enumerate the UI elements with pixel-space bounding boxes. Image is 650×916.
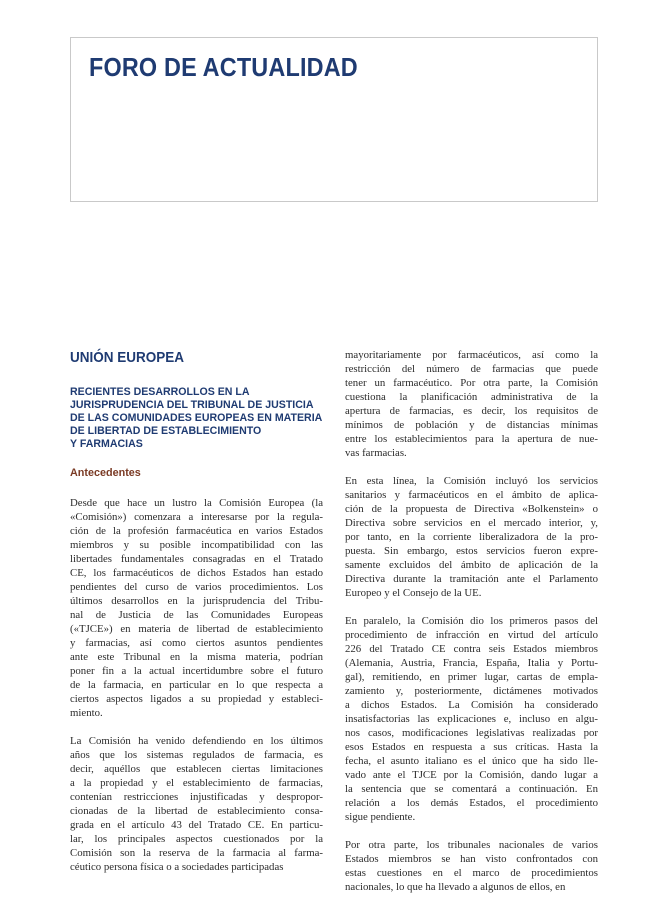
text-line: CE, los farmacéuticos de dichos Estados han estado [70,567,323,579]
text-line: por tanto, en la corriente liberalizadora de la pro- [345,531,598,543]
text-line: miento. [70,707,103,719]
text-line: fecha, el asunto italiano es el único que ha sido lle- [345,755,598,767]
text-line: lar, los principales aspectos cuestionados por la [70,833,323,845]
text-line: apertura de farmacias, es decir, los requisitos de [345,405,598,417]
text-line: puesta. Sin embargo, estos servicios fueron expre- [345,545,598,557]
text-line: ciertos aspectos ligados a su propiedad y estableci- [70,693,323,705]
body-paragraph [345,614,598,824]
article-title-line: RECIENTES DESARROLLOS EN LA [70,386,250,398]
text-line: ción de la propuesta de Directiva «Bolkenstein» o [345,503,598,515]
text-line: mayoritariamente por farmacéuticos, así como la [345,349,598,361]
text-line: 226 del Tratado CE contra seis Estados miembros [345,643,598,655]
text-line: años que los sistemas regulados de farmacia, es [70,749,323,761]
article-title-line: JURISPRUDENCIA DEL TRIBUNAL DE JUSTICIA [70,399,314,411]
text-line: cuestiona la planificación administrativa de la [345,391,598,403]
text-line: En paralelo, la Comisión dio los primeros pasos del [345,615,598,627]
text-line: miembros y su posible incompatibilidad con las [70,539,323,551]
text-line: sigue pendiente. [345,811,416,823]
body-paragraph [345,474,598,600]
text-line: decir, aquéllos que establecen ciertas limitaciones [70,763,323,775]
text-line: relación a los demás Estados, el procedimiento [345,797,598,809]
article-title-line: DE LAS COMUNIDADES EUROPEAS EN MATERIA [70,412,323,424]
text-line: sanitarios y farmacéuticos en el ámbito de aplica- [345,489,598,501]
text-line: En esta línea, la Comisión incluyó los servicios [345,475,598,487]
right-column [345,348,598,908]
text-line: últimos desarrollos en la jurisprudencia del Tribu- [70,595,323,607]
text-line: a dichos Estados. La Comisión ha considerado [345,699,598,711]
text-line: (Alemania, Austria, Francia, España, Italia y Portu- [345,657,598,669]
text-line: la sentencia que se comentará a continuación. En [345,783,598,795]
text-line: grada en el artículo 43 del Tratado CE. En particu- [70,819,323,831]
text-line: ción de la profesión farmacéutica en varios Estados [70,525,323,537]
subheading-antecedentes: Antecedentes [70,467,141,479]
text-line: restricción del número de farmacias que puede [345,363,598,375]
header-box [70,37,598,202]
article-title [70,386,323,451]
text-line: cionadas de la libertad de establecimiento consa- [70,805,323,817]
text-line: de la farmacia, en particular en lo que respecta a [70,679,323,691]
body-paragraph [70,734,323,874]
section-title: UNIÓN EUROPEA [70,349,185,366]
text-line: poner fin a la actual incertidumbre sobre el futuro [70,665,323,677]
text-line: Directiva durante la tramitación ante el Parlamento [345,573,598,585]
text-line: entre los establecimientos para la apertura de nue- [345,433,598,445]
text-line: libertades fundamentales consagradas en el Tratado [70,553,323,565]
body-paragraph [345,838,598,894]
text-line: Por otra parte, los tribunales nacionales de varios [345,839,598,851]
text-line: procedimiento de infracción en virtud del artículo [345,629,598,641]
text-line: samente excluidos del ámbito de aplicación de la [345,559,598,571]
text-line: La Comisión ha venido defendiendo en los últimos [70,735,323,747]
text-line: («TJCE») en materia de libertad de establecimiento [70,623,323,635]
article-title-line: DE LIBERTAD DE ESTABLECIMIENTO [70,425,262,437]
text-line: vas farmacias. [345,447,407,459]
text-line: zamiento y, posteriormente, dictámenes motivados [345,685,598,697]
left-column [70,348,323,888]
body-paragraph [70,496,323,720]
text-line: vado ante el TJCE por la Comisión, dando lugar a [345,769,598,781]
text-line: nal de Justicia de las Comunidades Europeas [70,609,323,621]
body-paragraph [345,348,598,460]
text-line: «Comisión») comenzara a interesarse por la regula- [70,511,323,523]
header-title: FORO DE ACTUALIDAD [89,52,358,82]
text-line: ante este Tribunal en la misma materia, podrían [70,651,323,663]
text-line: Desde que hace un lustro la Comisión Europea (la [70,497,323,509]
left-body [70,496,323,874]
text-line: Comisión son la reserva de la farmacia al farma- [70,847,323,859]
text-line: mínimos de población y de distancias mínimas [345,419,598,431]
text-line: tener un farmacéutico. Por otra parte, la Comisión [345,377,598,389]
text-line: esos Estados en respuesta a sus críticas. Hasta la [345,741,598,753]
text-line: nos casos, modificaciones legislativas realizadas por [345,727,598,739]
text-line: pendientes del curso de varios procedimientos. Los [70,581,323,593]
text-line: gal), remitiendo, en primer lugar, cartas de empla- [345,671,598,683]
text-line: céutico persona física o a sociedades participadas [70,861,284,873]
text-line: nacionales, lo que ha llevado a algunos de ellos, en [345,881,566,893]
text-line: Estados miembros se han visto confrontados con [345,853,598,865]
text-line: insatisfactorias las explicaciones e, incluso en algu- [345,713,598,725]
text-line: y farmacias, así como ciertos asuntos pendientes [70,637,323,649]
right-body [345,348,598,894]
text-line: estas cuestiones en el marco de procedimientos [345,867,598,879]
text-line: Directiva sobre servicios en el mercado interior, y, [345,517,598,529]
text-line: contenían restricciones injustificadas y despropor- [70,791,323,803]
text-line: a la propiedad y el establecimiento de farmacias, [70,777,323,789]
text-line: Europeo y el Consejo de la UE. [345,587,482,599]
article-title-line: Y FARMACIAS [70,438,143,450]
